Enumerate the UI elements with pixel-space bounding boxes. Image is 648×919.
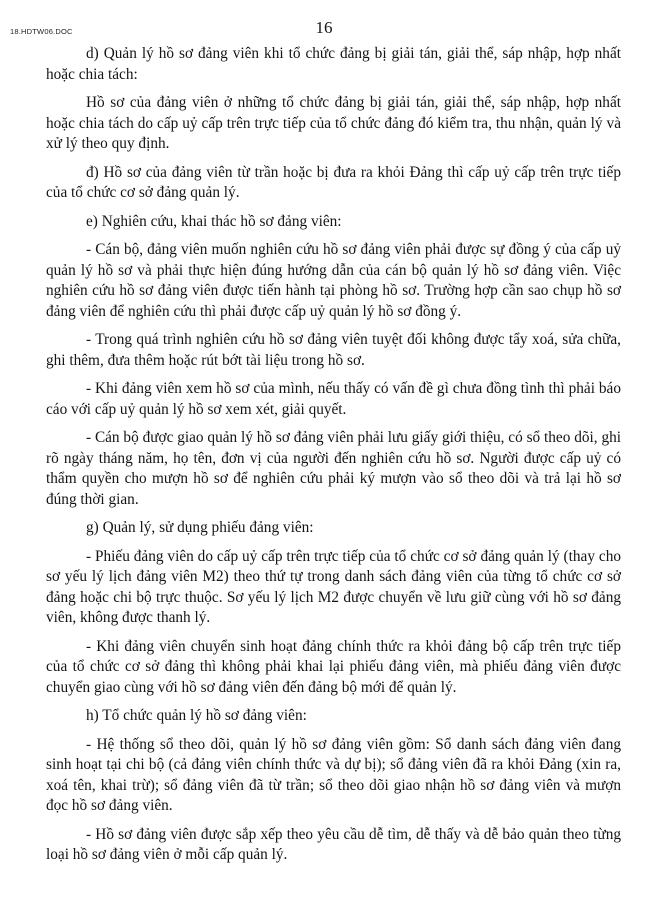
paragraph: - Hồ sơ đảng viên được sắp xếp theo yêu cầu dễ tìm, dễ thấy và dễ bảo quản theo từng loại hồ sơ đảng viên ở mỗi cấp quản lý. [46,825,621,863]
paragraph: - Hệ thống sổ theo dõi, quản lý hồ sơ đảng viên gồm: Sổ danh sách đảng viên đang sinh hoạt tại chi bộ (cả đảng viên chính thức và dự bị); sổ đảng viên đã ra khỏi Đảng (xin ra, xoá tên, khai trừ); sổ đảng viên đã từ trần; sổ theo dõi giao nhận hồ sơ đảng viên và mượn đọc hồ sơ đảng viên. [46,735,621,814]
paragraph: - Khi đảng viên xem hồ sơ của mình, nếu thấy có vấn đề gì chưa đồng tình thì phải báo cáo với cấp uỷ quản lý hồ sơ xem xét, giải quyết. [46,380,621,418]
paragraph: - Cán bộ được giao quản lý hồ sơ đảng viên phải lưu giấy giới thiệu, có sổ theo dõi, ghi rõ ngày tháng năm, họ tên, đơn vị của người đến nghiên cứu hồ sơ. Người được cấp uỷ có thẩm quyền cho mượn hồ sơ để nghiên cứu phải ký mượn vào sổ theo dõi và trả lại hồ sơ đúng thời gian. [46,429,621,508]
section-heading-h: h) Tổ chức quản lý hồ sơ đảng viên: [86,707,307,724]
paragraph: - Cán bộ, đảng viên muốn nghiên cứu hồ sơ đảng viên phải được sự đồng ý của cấp uỷ quản lý hồ sơ và phải thực hiện đúng hướng dẫn của cán bộ quản lý hồ sơ đảng viên. Việc nghiên cứu hồ sơ đảng viên được tiến hành tại phòng hồ sơ. Trường hợp cần sao chụp hồ sơ đảng viên để nghiên cứu thì phải được cấp uỷ quản lý hồ sơ đồng ý. [46,241,621,320]
document-body [46,44,621,874]
paragraph: - Khi đảng viên chuyển sinh hoạt đảng chính thức ra khỏi đảng bộ cấp trên trực tiếp của tổ chức cơ sở đảng thì không phải khai lại phiếu đảng viên, mà phiếu đảng viên được chuyển giao cùng với hồ sơ đảng viên đến đảng bộ mới để quản lý. [46,637,621,696]
paragraph: Hồ sơ của đảng viên ở những tổ chức đảng bị giải tán, giải thể, sáp nhập, hợp nhất hoặc chia tách do cấp uỷ cấp trên trực tiếp của tổ chức đảng đó kiểm tra, thu nhận, quản lý và xử lý theo quy định. [46,94,621,152]
paragraph: - Trong quá trình nghiên cứu hồ sơ đảng viên tuyệt đối không được tẩy xoá, sửa chữa, ghi thêm, đưa thêm hoặc rút bớt tài liệu trong hồ sơ. [46,331,621,369]
page-number: 16 [315,18,333,37]
section-heading-dd: đ) Hồ sơ của đảng viên từ trần hoặc bị đưa ra khỏi Đảng thì cấp uỷ cấp trên trực tiếp của tổ chức cơ sở đảng quản lý. [46,163,621,201]
section-heading-e: e) Nghiên cứu, khai thác hồ sơ đảng viên: [86,212,342,230]
paragraph: - Phiếu đảng viên do cấp uỷ cấp trên trực tiếp của tổ chức cơ sở đảng quản lý (thay cho sơ yếu lý lịch đảng viên M2) theo thứ tự trong danh sách đảng viên của từng tổ chức cơ sở đảng hoặc chi bộ trực thuộc. Sơ yếu lý lịch M2 được chuyển về lưu giữ cùng với hồ sơ đảng viên, không được thanh lý. [46,547,621,626]
section-heading-d: d) Quản lý hồ sơ đảng viên khi tổ chức đảng bị giải tán, giải thể, sáp nhập, hợp nhất hoặc chia tách: [46,45,621,83]
document-filename: 18.HDTW06.DOC [10,27,73,36]
section-heading-g: g) Quản lý, sử dụng phiếu đảng viên: [86,519,314,536]
